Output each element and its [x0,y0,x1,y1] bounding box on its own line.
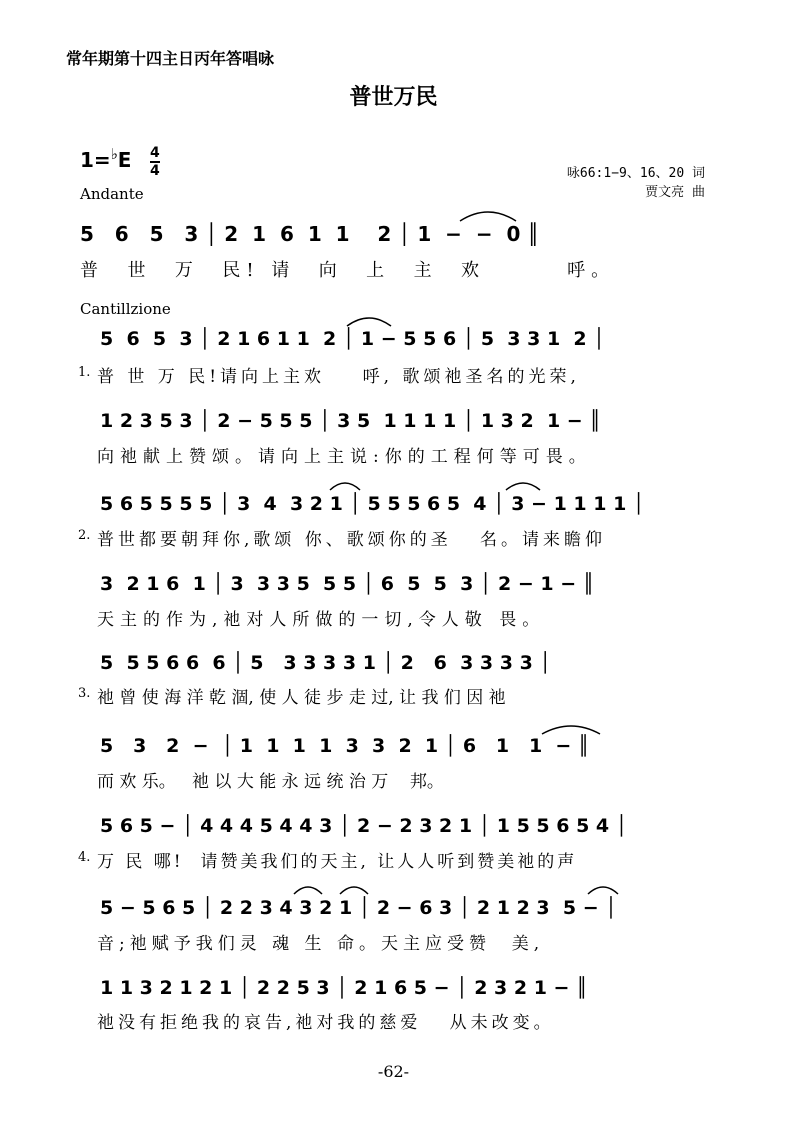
section-label: Cantillzione [80,300,171,318]
slur [292,882,326,896]
hymn-title: 普世万民 [349,84,438,110]
verse-1-lyrics-line-1: 普 世 万 民!请向上主欢 呼, 歌颂祂圣名的光荣, [97,367,580,387]
slur [338,882,372,896]
slur [504,478,544,492]
verse-4-lyrics-line-3: 祂没有拒绝我的哀告,祂对我的慈爱 从未改变。 [97,1013,555,1033]
verse-3-lyrics-line-2: 而 欢 乐。 祂 以 大 能 永 远 统 治 万 邦。 [97,772,444,792]
verse-3-number: 3. [78,686,91,701]
slur [328,478,364,492]
verse-4-lyrics-line-2: 音;祂赋予我们灵 魂 生 命。天主应受赞 美, [97,934,545,954]
verse-4-number: 4. [78,850,91,865]
slur [345,312,395,328]
verse-4-lyrics-line-1: 万 民 哪! 请赞美我们的天主, 让人人听到赞美祂的声 [97,852,578,872]
slur [586,882,622,896]
tempo-marking: Andante [80,185,144,203]
verse-3-lyrics-line-1: 祂 曾 使 海 洋 乾 涸, 使 人 徒 步 走 过, 让 我 们 因 祂 [97,688,506,708]
verse-1-lyrics-line-2: 向祂献上赞颂。请向上主说:你的工程何等可畏。 [97,447,592,467]
verse-3-notes-line-1: 5 5 5 6 6 6 │ 5 3 3 3 3 1 │ 2 6 3 3 3 3 │ [100,652,551,674]
verse-1-notes-line-1: 5 6 5 3 │ 2 1 6 1 1 2 │ 1 − 5 5 6 │ 5 3 3 1 2 │ [100,328,605,350]
verse-1-number: 1. [78,365,91,380]
hymn-subtitle: 常年期第十四主日丙年答唱咏 [66,49,275,68]
slur [458,205,520,223]
refrain-notes: 5 6 5 3 │ 2 1 6 1 1 2 │ 1 − − 0 ║ [80,222,540,246]
page-number: -62- [377,1062,410,1081]
verse-2-notes-line-1: 5 6 5 5 5 5 │ 3 4 3 2 1 │ 5 5 5 6 5 4 │ 3 − 1 1 1 1 │ [100,493,645,515]
verse-4-notes-line-3: 1 1 3 2 1 2 1 │ 2 2 5 3 │ 2 1 6 5 − │ 2 3 2 1 − ║ [100,977,588,999]
key-signature: 1=♭E [80,145,132,172]
refrain-lyrics: 普 世 万 民! 请 向 上 主 欢 呼。 [80,260,616,281]
verse-2-notes-line-2: 3 2 1 6 1 │ 3 3 3 5 5 5 │ 6 5 5 3 │ 2 − 1 − ║ [100,573,595,595]
verse-4-notes-line-1: 5 6 5 − │ 4 4 4 5 4 4 3 │ 2 − 2 3 2 1 │ 1 5 5 6 5 4 │ [100,815,628,837]
lyrics-credit: 咏66:1−9、16、20 词 [566,166,705,181]
verse-2-number: 2. [78,528,91,543]
music-credit: 贾文亮 曲 [645,185,705,200]
verse-2-lyrics-line-1: 普世都要朝拜你,歌颂 你、歌颂你的圣 名。请来瞻仰 [97,530,607,550]
verse-1-notes-line-2: 1 2 3 5 3 │ 2 − 5 5 5 │ 3 5 1 1 1 1 │ 1 3 2 1 − ║ [100,410,601,432]
verse-4-notes-line-2: 5 − 5 6 5 │ 2 2 3 4 3 2 1 │ 2 − 6 3 │ 2 1 2 3 5 − │ [100,897,617,919]
time-signature: 4 4 [150,145,160,179]
slur [540,720,604,736]
verse-3-notes-line-2: 5 3 2 − │ 1 1 1 1 3 3 2 1 │ 6 1 1 − ║ [100,735,590,757]
verse-2-lyrics-line-2: 天主的作为,祂对人所做的一切,令人敬 畏。 [97,610,546,630]
